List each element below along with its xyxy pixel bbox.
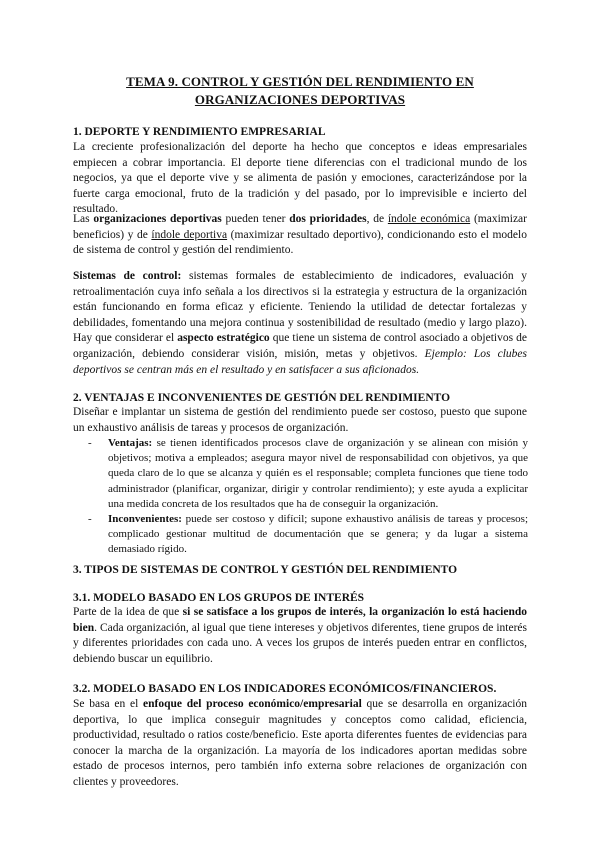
subsection-3-2-paragraph: Se basa en el enfoque del proceso económico/empresarial que se desarrolla en organización deportiva, lo que implica conseguir magnitudes y conceptos como calidad, eficiencia, productividad, resultado o ratios coste/beneficio. Este aporta diferentes fuentes de evidencias para conocer la marcha de la organización. La mayoría de los indicadores aportan medidas sobre estado de procesos internos, pero también info externa sobre relaciones de organización con clientes y proveedores.	[73, 698, 527, 788]
dos-prioridades-term: dos prioridades	[289, 213, 367, 225]
title-line-1: TEMA 9. CONTROL Y GESTIÓN DEL RENDIMIENTO EN	[126, 74, 474, 89]
list-dash: -	[88, 513, 92, 526]
grupos-interes-statement: si se satisface a los grupos de interés, la organización lo está haciendo bien	[73, 606, 527, 634]
list-item-ventajas: - Ventajas: se tienen identificados procesos clave de organización y se alinean con misión y objetivos; motiva a empleados; asegura mayor nivel de responsabilidad con objetivos, ya que queda claro de lo que se alcanza y quién es el responsable; completa funciones que tiene todo administrador (planificar, organizar, dirigir y controlar rendimiento); y este ayuda a explicitar una medida concreta de los resultados que ha de conseguir la organización.	[88, 437, 528, 510]
aspecto-estrategico-term: aspecto estratégico	[177, 332, 270, 345]
list-dash: -	[88, 437, 92, 449]
document-title	[60, 73, 540, 109]
subsection-3-2-heading: 3.2. MODELO BASADO EN LOS INDICADORES ECONÓMICOS/FINANCIEROS.	[73, 683, 497, 695]
inconvenientes-label: Inconvenientes:	[108, 513, 182, 526]
organizaciones-deportivas-term: organizaciones deportivas	[93, 213, 222, 225]
list-item-inconvenientes: - Inconvenientes: puede ser costoso y difícil; supone exhaustivo análisis de tareas y procesos; complicado gestionar multitud de documentación que se genera; y da lugar a sistema demasiado rígido.	[88, 513, 528, 556]
section-1-heading: 1. DEPORTE Y RENDIMIENTO EMPRESARIAL	[73, 126, 326, 138]
subsection-3-1-heading: 3.1. MODELO BASADO EN LOS GRUPOS DE INTERÉS	[73, 592, 365, 604]
section-2-intro: Diseñar e implantar un sistema de gestión del rendimiento puede ser costoso, puesto que supone un exhaustivo análisis de tareas y procesos de organización.	[73, 406, 527, 434]
section-2-heading: 2. VENTAJAS E INCONVENIENTES DE GESTIÓN DEL RENDIMIENTO	[73, 392, 451, 404]
example-text: Ejemplo: Los clubes deportivos se centran más en el resultado y en satisfacer a sus aficionados.	[73, 347, 528, 376]
ventajas-label: Ventajas:	[108, 437, 153, 449]
pros-cons-list	[82, 436, 528, 558]
section-1-paragraph-3: Sistemas de control: sistemas formales de establecimiento de indicadores, evaluación y retroalimentación cuya info señala a los directivos si la estrategia y estructura de la organización están funcionando en forma eficaz y eficiente. Teniendo la utilidad de detectar fortalezas y debilidades, fomentando una mejora continua y sostenibilidad de resultado (medio y largo plazo). Hay que considerar el aspecto estratégico que tiene un sistema de control asociado a objetivos de organización, debiendo considerar visión, misión, metas y objetivos. Ejemplo: Los clubes deportivos se centran más en el resultado y en satisfacer a sus aficionados.	[73, 270, 528, 376]
section-3-heading: 3. TIPOS DE SISTEMAS DE CONTROL Y GESTIÓN DEL RENDIMIENTO	[73, 564, 458, 576]
indole-deportiva-term: índole deportiva	[151, 228, 228, 241]
title-line-2: ORGANIZACIONES DEPORTIVAS	[194, 92, 406, 107]
indole-economica-term: índole económica	[387, 213, 471, 225]
sistemas-de-control-term: Sistemas de control:	[73, 270, 182, 282]
subsection-3-1-paragraph: Parte de la idea de que si se satisface a los grupos de interés, la organización lo está haciendo bien. Cada organización, al igual que tiene intereses y objetivos diferentes, tiene grupos de interés y diferentes prioridades con cada uno. A veces los grupos de interés pueden entrar en conflictos, debiendo buscar un equilibrio.	[73, 606, 527, 665]
section-1-paragraph-1: La creciente profesionalización del deporte ha hecho que conceptos e ideas empresariales empiecen a cobrar importancia. El deporte tiene diferencias con el tradicional mundo de los negocios, ya que el deporte vive y se alimenta de pasión y emociones, caracterizándose por la fuerte carga emocional, fruto de la tradición y del pasado, por lo imprevisible e incierto del resultado.	[73, 141, 527, 216]
section-1-paragraph-2: Las organizaciones deportivas pueden tener dos prioridades, de índole económica (maximizar beneficios) y de índole deportiva (maximizar resultado deportivo), condicionando esto el modelo de sistema de control y gestión del rendimiento.	[73, 213, 527, 257]
enfoque-proceso-term: enfoque del proceso económico/empresarial	[143, 698, 362, 710]
